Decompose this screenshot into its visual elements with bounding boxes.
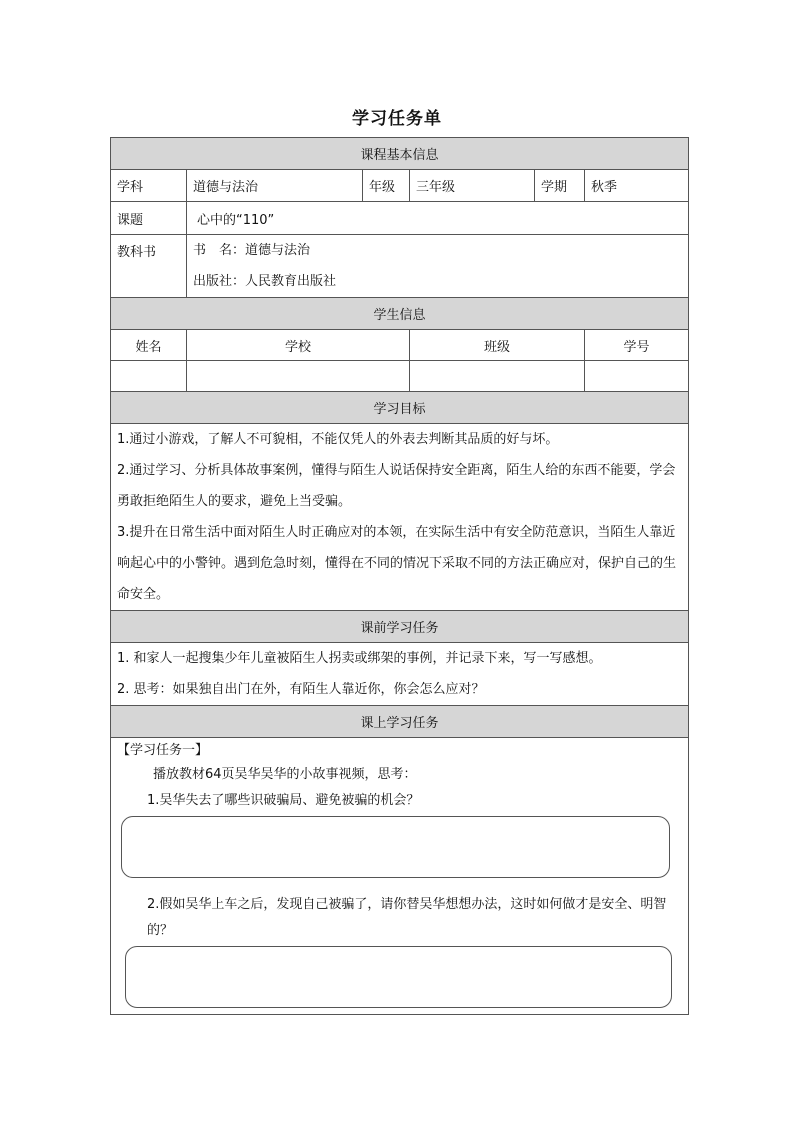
textbook-name: 书 名：道德与法治 [193,243,311,258]
page-title: 学习任务单 [352,109,442,129]
goal-item: 3.提升在日常生活中面对陌生人时正确应对的本领，在实际生活中有安全防范意识，当陌生人靠近响起心中的小警钟。遇到危急时刻，懂得在不同的情况下采取不同的方法正确应对，保护自己的生命安全。 [117,525,677,602]
student-number-column: 学号 [585,330,689,361]
student-info-header: 学生信息 [111,298,689,330]
pre-class-header: 课前学习任务 [111,611,689,643]
topic-value: 心中的“110” [187,202,689,235]
task-intro: 播放教材64页吴华吴华的小故事视频，思考： [153,767,417,782]
class-cell[interactable] [410,361,585,392]
goals-header: 学习目标 [111,392,689,424]
grade-value: 三年级 [410,170,535,202]
topic-label: 课题 [111,202,187,235]
student-number-cell[interactable] [585,361,689,392]
goal-item: 1.通过小游戏，了解人不可貌相，不能仅凭人的外表去判断其品质的好与坏。 [117,432,559,447]
student-name-cell[interactable] [111,361,187,392]
question-two: 2.假如吴华上车之后，发现自己被骗了，请你替吴华想想办法，这时如何做才是安全、明智的？ [147,897,667,938]
grade-label: 年级 [363,170,410,202]
in-class-header: 课上学习任务 [111,706,689,738]
answer-box-one[interactable] [121,816,670,878]
subject-label: 学科 [111,170,187,202]
answer-box-two[interactable] [125,946,672,1008]
textbook-publisher: 出版社：人民教育出版社 [193,274,337,289]
pre-class-item: 1. 和家人一起搜集少年儿童被陌生人拐卖或绑架的事例，并记录下来，写一写感想。 [117,651,602,666]
pre-class-item: 2. 思考：如果独自出门在外，有陌生人靠近你，你会怎么应对？ [117,682,485,697]
course-info-header: 课程基本信息 [111,138,689,170]
question-one: 1.吴华失去了哪些识破骗局、避免被骗的机会？ [147,793,420,808]
task-one-title: 【学习任务一】 [117,743,209,758]
goal-item: 2.通过学习、分析具体故事案例，懂得与陌生人说话保持安全距离，陌生人给的东西不能要，学会勇敢拒绝陌生人的要求，避免上当受骗。 [117,463,676,509]
student-name-column: 姓名 [111,330,187,361]
school-column: 学校 [187,330,410,361]
textbook-label: 教科书 [111,235,187,298]
term-label: 学期 [535,170,585,202]
subject-value: 道德与法治 [187,170,363,202]
class-column: 班级 [410,330,585,361]
task-sheet-table [110,137,689,1015]
school-cell[interactable] [187,361,410,392]
term-value: 秋季 [585,170,689,202]
